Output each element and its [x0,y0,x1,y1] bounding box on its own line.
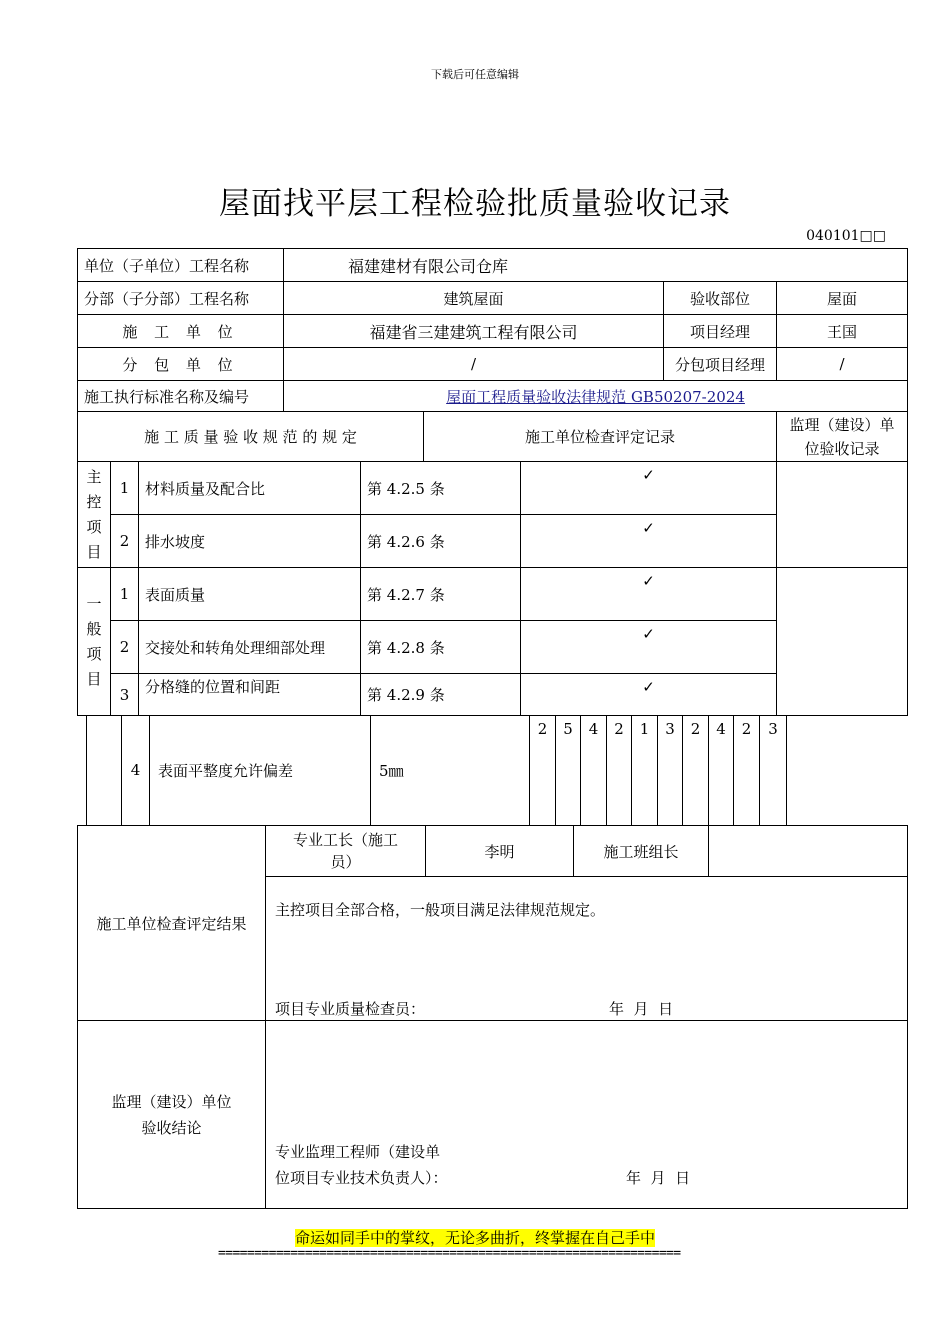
standard-value[interactable] [284,381,908,412]
measurement-cell: 3 [760,716,787,825]
general-item-check: ✓ [521,621,777,674]
general-items-group-label: 一般项目 [78,568,111,716]
flatness-tolerance: 5㎜ [371,716,530,825]
flatness-name: 表面平整度允许偏差 [150,716,371,825]
general-item-name: 分格缝的位置和间距 [139,674,361,716]
footer-divider: ================================================================ [218,1246,681,1261]
measurement-cell: 1 [632,716,658,825]
general-item-no: 2 [111,621,139,674]
flatness-row [87,716,787,825]
inspector-label: 项目专业质量检查员： [275,1000,426,1018]
page-title: 屋面找平层工程检验批质量验收记录 [219,186,731,222]
pm-value: 王国 [777,315,908,348]
main-item-name: 排水坡度 [139,515,361,568]
measurement-cell: 2 [734,716,760,825]
unit-label: 单位（子单位）工程名称 [78,249,284,282]
general-items-supervisor-cell [777,568,908,716]
general-item-name: 表面质量 [139,568,361,621]
general-item-clause: 第 4.2.7 条 [361,568,521,621]
general-item-clause: 第 4.2.9 条 [361,674,521,716]
general-item-check: ✓ [521,568,777,621]
result-content [266,877,908,1021]
result-text: 主控项目全部合格，一般项目满足法律规范规定。 [275,901,606,919]
main-item-name: 材料质量及配合比 [139,462,361,515]
conclusion-content [266,1021,908,1209]
unit-value: 福建建材有限公司仓库 [284,249,908,282]
general-item-no: 1 [111,568,139,621]
general-item-name: 交接处和转角处理细部处理 [139,621,361,674]
spec-header: 施 工 质 量 验 收 规 范 的 规 定 [78,412,424,462]
main-item-no: 2 [111,515,139,568]
measurement-cell: 3 [658,716,683,825]
acceptance-part-label: 验收部位 [664,282,777,315]
measurement-cell: 5 [556,716,581,825]
info-table [77,248,908,716]
result-date: 年 月 日 [609,1000,674,1018]
main-item-clause: 第 4.2.5 条 [361,462,521,515]
team-leader-value [709,826,908,877]
measurement-cell: 2 [530,716,556,825]
footer-motto [0,1227,950,1248]
form-code: 040101□□ [806,228,886,244]
measurement-cell: 2 [683,716,709,825]
foreman-value: 李明 [426,826,574,877]
sub-pm-label: 分包项目经理 [664,348,777,381]
division-label: 分部（子分部）工程名称 [78,282,284,315]
engineer-line2: 位项目专业技术负责人）： [275,1169,448,1187]
subcontractor-value: / [284,348,664,381]
sub-pm-value: / [777,348,908,381]
subcontractor-label: 分 包 单 位 [78,348,284,381]
flatness-no: 4 [122,716,150,825]
main-item-clause: 第 4.2.6 条 [361,515,521,568]
main-item-check: ✓ [521,515,777,568]
contractor-label: 施 工 单 位 [78,315,284,348]
result-table [77,825,908,1209]
conclusion-label-line2: 验收结论 [141,1118,202,1137]
contractor-record-header: 施工单位检查评定记录 [424,412,777,462]
conclusion-date: 年 月 日 [626,1169,691,1187]
main-items-supervisor-cell [777,462,908,568]
measurement-cell: 2 [607,716,632,825]
division-value: 建筑屋面 [284,282,664,315]
standard-link[interactable]: 屋面工程质量验收法律规范 GB50207-2024 [446,387,745,406]
flatness-table [86,716,787,826]
team-leader-label: 施工班组长 [574,826,709,877]
contractor-value: 福建省三建建筑工程有限公司 [284,315,664,348]
engineer-line1: 专业监理工程师（建设单 [275,1143,441,1161]
main-item-check: ✓ [521,462,777,515]
supervisor-record-header: 监理（建设）单位验收记录 [777,412,908,462]
measurement-cell: 4 [581,716,607,825]
main-item-no: 1 [111,462,139,515]
flatness-group-cell [87,716,122,825]
measurement-cell: 4 [709,716,734,825]
foreman-label: 专业工长（施工员） [266,826,426,877]
footer-motto-text: 命运如同手中的掌纹，无论多曲折，终掌握在自己手中 [294,1229,655,1247]
conclusion-label-line1: 监理（建设）单位 [111,1092,232,1111]
header-note: 下载后可任意编辑 [431,68,519,81]
general-item-clause: 第 4.2.8 条 [361,621,521,674]
standard-label: 施工执行标准名称及编号 [78,381,284,412]
acceptance-part-value: 屋面 [777,282,908,315]
conclusion-label [78,1021,266,1209]
main-items-group-label: 主控项目 [78,462,111,568]
general-item-no: 3 [111,674,139,716]
general-item-check: ✓ [521,674,777,716]
result-label: 施工单位检查评定结果 [78,826,266,1021]
pm-label: 项目经理 [664,315,777,348]
